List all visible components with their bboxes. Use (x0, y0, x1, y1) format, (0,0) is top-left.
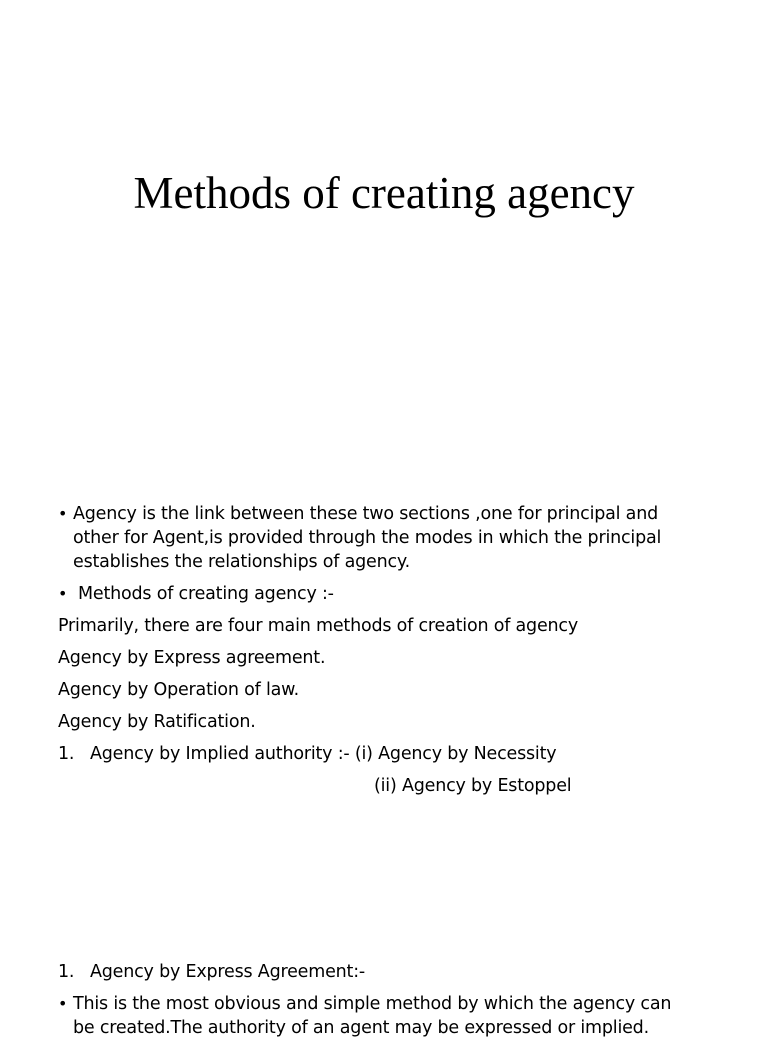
title-slide (0, 0, 768, 470)
bullet-marker: • (58, 584, 68, 603)
text-line: Primarily, there are four main methods of creation of agency (58, 616, 578, 636)
bullet-line: establishes the relationships of agency. (73, 552, 410, 572)
bullet-line: other for Agent,is provided through the modes in which the principal (73, 528, 662, 548)
content-slide-2 (0, 940, 768, 1038)
bullet-marker: • (58, 994, 68, 1013)
bullet-marker: • (58, 504, 68, 523)
numbered-item-text: Agency by Implied authority :- (i) Agency by Necessity (90, 744, 557, 764)
numbered-item-subline: (ii) Agency by Estoppel (374, 776, 572, 796)
list-number: 1. (58, 962, 75, 982)
slide-title: Methods of creating agency (133, 168, 635, 218)
bullet-line: This is the most obvious and simple method by which the agency can (73, 994, 672, 1014)
numbered-item-text: Agency by Express Agreement:- (90, 962, 366, 982)
bullet-methods-heading: Methods of creating agency :- (78, 584, 334, 604)
bullet-line: Agency is the link between these two sections ,one for principal and (73, 504, 659, 524)
content-slide (0, 472, 768, 852)
text-line: Agency by Ratification. (58, 712, 256, 732)
list-number: 1. (58, 744, 75, 764)
text-line: Agency by Operation of law. (58, 680, 300, 700)
bullet-line: be created.The authority of an agent may be expressed or implied. (73, 1018, 649, 1038)
text-line: Agency by Express agreement. (58, 648, 326, 668)
